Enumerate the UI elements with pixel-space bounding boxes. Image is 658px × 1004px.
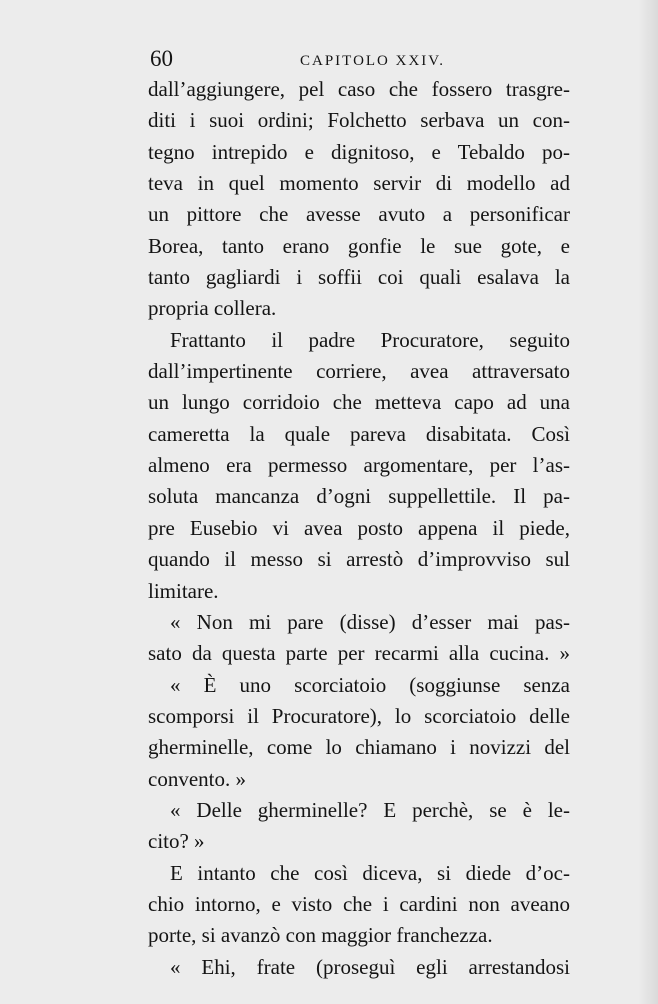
text-line: limitare. <box>148 578 219 603</box>
text-line: dall’impertinente corriere, avea attraversato <box>148 359 570 384</box>
text-line: almeno era permesso argomentare, per l’as- <box>148 453 570 478</box>
text-line: « Ehi, frate (proseguì egli arrestandosi <box>170 954 570 979</box>
text-line: scomporsi il Procuratore), lo scorciatoio delle <box>148 703 570 728</box>
text-line: quando il messo si arrestò d’improvviso sul <box>148 547 570 572</box>
text-line: tanto gagliardi i soffii coi quali esalava la <box>148 265 570 290</box>
text-line: « Non mi pare (disse) d’esser mai pas- <box>170 609 570 634</box>
page-header <box>150 44 570 74</box>
text-line: « Delle gherminelle? E perchè, se è le- <box>170 797 570 822</box>
text-line: un lungo corridoio che metteva capo ad una <box>148 390 570 415</box>
text-line: dall’aggiungere, pel caso che fossero trasgre- <box>148 77 570 101</box>
text-line: tegno intrepido e dignitoso, e Tebaldo po- <box>148 139 570 164</box>
text-line: sato da questa parte per recarmi alla cucina. » <box>148 641 570 666</box>
text-line: convento. » <box>148 766 246 791</box>
text-line: chio intorno, e visto che i cardini non aveano <box>148 891 570 916</box>
text-line: teva in quel momento servir di modello ad <box>148 171 570 196</box>
text-line: Frattanto il padre Procuratore, seguito <box>170 327 570 352</box>
text-line: Borea, tanto erano gonfie le sue gote, e <box>148 233 570 258</box>
text-line: propria collera. <box>148 296 277 321</box>
body-text <box>148 74 570 983</box>
text-line: E intanto che così diceva, si diede d’oc- <box>170 860 570 885</box>
page-number: 60 <box>150 46 173 71</box>
text-line: pre Eusebio vi avea posto appena il piede, <box>148 515 570 540</box>
text-line: cito? » <box>148 829 205 854</box>
page-edge-shadow <box>638 0 658 1004</box>
running-head: CAPITOLO XXIV. <box>300 53 445 69</box>
text-line: cameretta la quale pareva disabitata. Così <box>148 421 570 446</box>
text-line: porte, si avanzò con maggior franchezza. <box>148 923 493 948</box>
text-line: un pittore che avesse avuto a personificar <box>148 202 570 227</box>
text-line: soluta mancanza d’ogni suppellettile. Il pa- <box>148 484 570 509</box>
text-line: « È uno scorciatoio (soggiunse senza <box>170 672 570 697</box>
text-line: diti i suoi ordini; Folchetto serbava un con- <box>148 108 570 133</box>
text-line: gherminelle, come lo chiamano i novizzi del <box>148 735 570 760</box>
